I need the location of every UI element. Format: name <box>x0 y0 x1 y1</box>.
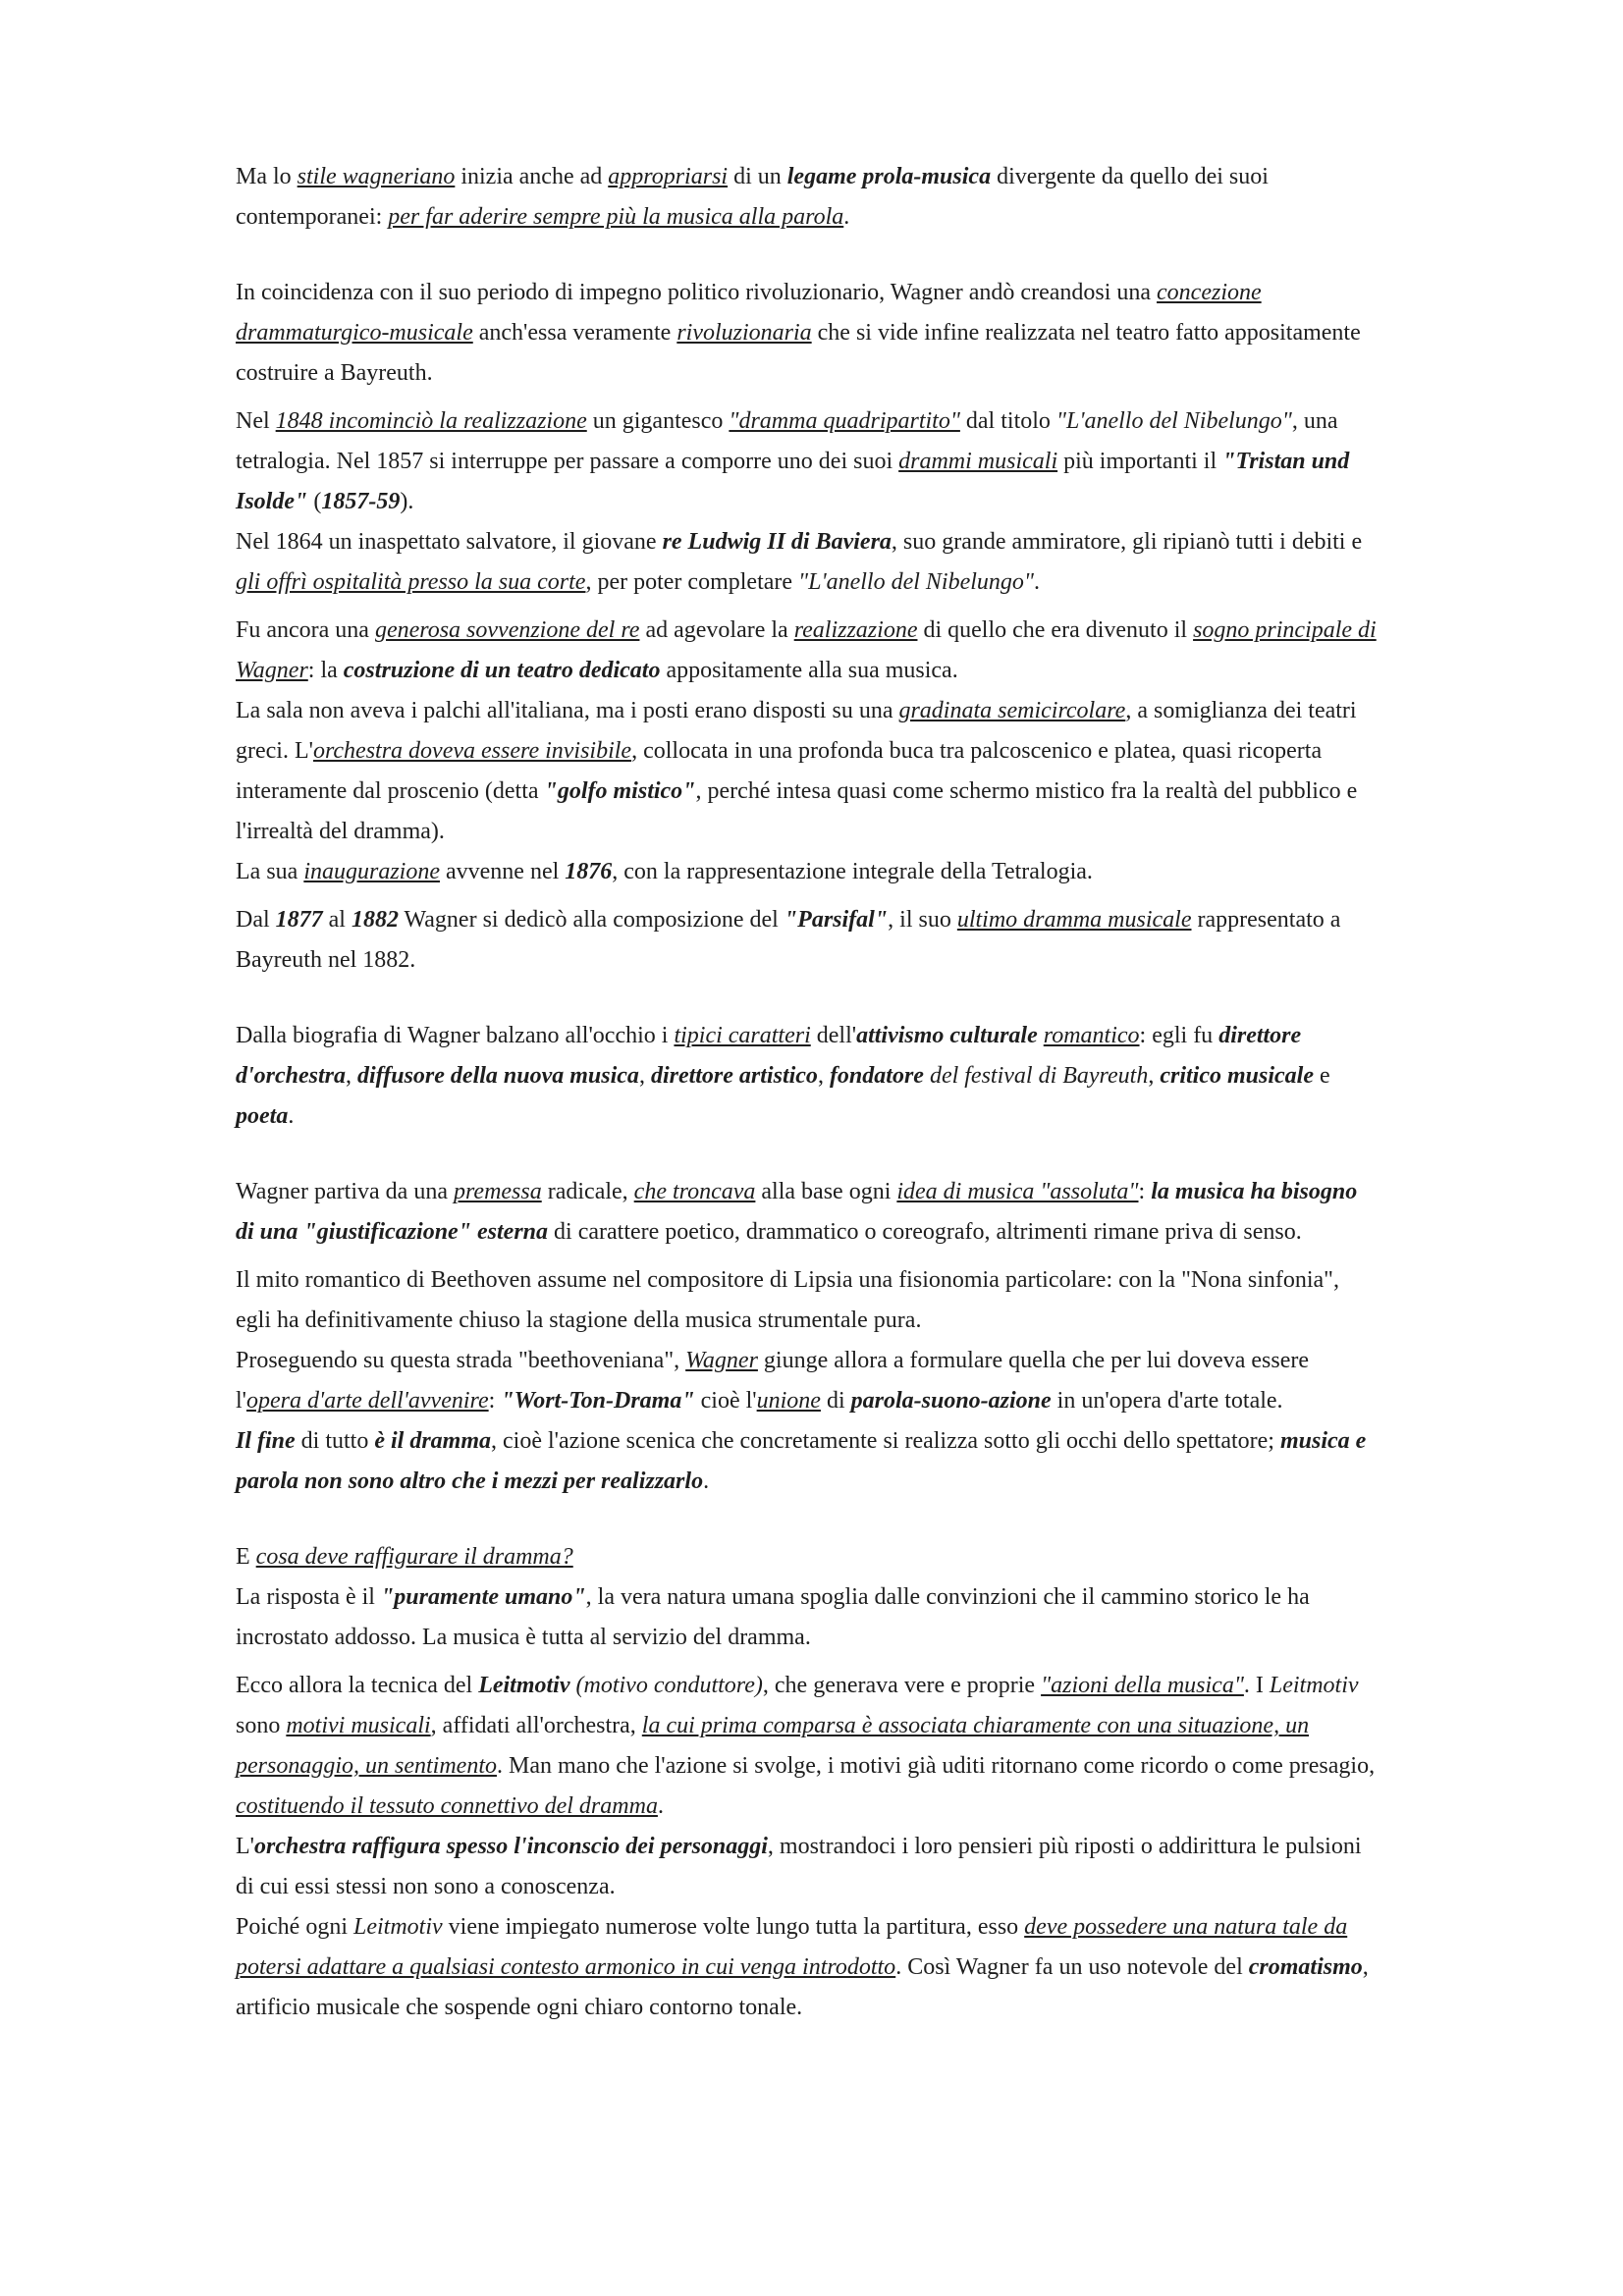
text-run: Dal <box>236 907 276 933</box>
text-run: In coincidenza con il suo periodo di impegno politico rivoluzionario, Wagner andò creandosi una <box>236 280 1158 305</box>
emphasis-text: orchestra doveva essere invisibile <box>312 738 632 764</box>
emphasis-text: romantico <box>1043 1023 1140 1048</box>
paragraph <box>236 1341 1378 1421</box>
emphasis-text: è il dramma <box>374 1428 492 1454</box>
text-run: appositamente alla sua musica. <box>660 658 958 683</box>
text-run: in un'opera d'arte totale. <box>1051 1388 1283 1414</box>
emphasis-text: drammi musicali <box>898 449 1058 474</box>
text-run: di tutto <box>295 1428 375 1454</box>
emphasis-text: (motivo conduttore) <box>575 1673 763 1698</box>
text-run: . I <box>1243 1673 1270 1698</box>
emphasis-text: poeta <box>236 1103 289 1129</box>
emphasis-text: "Tristan und Isolde" <box>236 449 1350 514</box>
emphasis-text: gradinata semicircolare <box>898 698 1126 723</box>
emphasis-text: 1877 <box>275 907 323 933</box>
text-run: giunge allora a formulare quella che per lui doveva essere l' <box>236 1348 1310 1414</box>
emphasis-text: cromatismo <box>1248 1954 1363 1980</box>
emphasis-text: direttore d'orchestra <box>236 1023 1302 1089</box>
text-run: , artificio musicale che sospende ogni chiaro contorno tonale. <box>236 1954 1369 2020</box>
emphasis-text: la cui prima comparsa è associata chiaramente con una situazione, un personaggio, un sentimento <box>236 1713 1310 1779</box>
text-run: Nel <box>236 408 276 434</box>
text-run: La sua <box>236 859 304 884</box>
paragraph <box>236 852 1378 892</box>
text-run: E <box>236 1544 256 1570</box>
emphasis-text: Wagner <box>685 1348 758 1373</box>
text-run: , collocata in una profonda buca tra palcoscenico e platea, quasi ricoperta interamente dal proscenio (detta <box>236 738 1323 804</box>
text-run: rappresentato a Bayreuth nel 1882. <box>236 907 1341 973</box>
text-run: Il mito romantico di Beethoven assume nel compositore di Lipsia una fisionomia particolare: con la "Nona sinfonia", egli ha definitivamente chiuso la stagione della musica strumentale pura. <box>236 1267 1339 1333</box>
text-run: di un <box>728 164 787 189</box>
emphasis-text: concezione drammaturgico-musicale <box>236 280 1262 346</box>
emphasis-text: Leitmotiv <box>353 1914 443 1940</box>
text-run: cioè l' <box>694 1388 757 1414</box>
emphasis-text: "golfo mistico" <box>544 778 696 804</box>
text-run: Ma lo <box>236 164 298 189</box>
paragraph <box>236 1537 1378 1577</box>
text-run: Fu ancora una <box>236 617 375 643</box>
emphasis-text: deve possedere una natura tale da potersi adattare a qualsiasi contesto armonico in cui venga introdotto <box>236 1914 1348 1980</box>
text-run: , affidati all'orchestra, <box>430 1713 642 1738</box>
emphasis-text: del festival di Bayreuth <box>929 1063 1149 1089</box>
text-run: più importanti il <box>1057 449 1223 474</box>
text-run: un gigantesco <box>586 408 730 434</box>
text-run: Wagner si dedicò alla composizione del <box>398 907 784 933</box>
text-run: . <box>703 1468 710 1494</box>
text-run: , a somiglianza dei teatri greci. L' <box>236 698 1357 764</box>
emphasis-text: 1882 <box>351 907 399 933</box>
text-run: ). <box>400 489 414 514</box>
text-run: di <box>820 1388 851 1414</box>
emphasis-text: premessa <box>453 1179 542 1204</box>
text-run: , che generava vere e proprie <box>762 1673 1042 1698</box>
emphasis-text: per far aderire sempre più la musica alla parola <box>388 204 844 230</box>
text-run: , con la rappresentazione integrale della Tetralogia. <box>612 859 1093 884</box>
text-run: sono <box>236 1713 287 1738</box>
emphasis-text: gli offrì ospitalità presso la sua corte <box>236 569 586 595</box>
text-run: ad agevolare la <box>639 617 794 643</box>
paragraph <box>236 1827 1378 1907</box>
emphasis-text: direttore artistico <box>650 1063 818 1089</box>
text-run: e <box>1313 1063 1330 1089</box>
text-run: inizia anche ad <box>455 164 609 189</box>
text-run: . <box>843 204 850 230</box>
text-run: , per poter completare <box>585 569 799 595</box>
text-run: , suo grande ammiratore, gli ripianò tutti i debiti e <box>891 529 1363 555</box>
text-run: dal titolo <box>959 408 1056 434</box>
emphasis-text: realizzazione <box>793 617 918 643</box>
emphasis-text: 1857-59 <box>321 489 401 514</box>
paragraph <box>236 157 1378 238</box>
text-run: . Così Wagner fa un uso notevole del <box>895 1954 1249 1980</box>
text-run: dell' <box>810 1023 857 1048</box>
paragraph <box>236 1577 1378 1658</box>
emphasis-text: la musica ha bisogno di una "giustificazione" esterna <box>236 1179 1358 1245</box>
text-run: , perché intesa quasi come schermo mistico fra la realtà del pubblico e l'irrealtà del dramma). <box>236 778 1358 844</box>
text-run: : egli fu <box>1139 1023 1219 1048</box>
emphasis-text: ultimo dramma musicale <box>956 907 1192 933</box>
text-run: , <box>817 1063 830 1089</box>
emphasis-text: "azioni della musica" <box>1041 1673 1244 1698</box>
text-run: , <box>638 1063 651 1089</box>
emphasis-text: critico musicale <box>1160 1063 1314 1089</box>
text-run: : la <box>307 658 344 683</box>
paragraph <box>236 522 1378 603</box>
emphasis-text: rivoluzionaria <box>676 320 812 346</box>
text-run: Ecco allora la tecnica del <box>236 1673 479 1698</box>
emphasis-text: idea di musica "assoluta" <box>896 1179 1139 1204</box>
emphasis-text: sogno principale di Wagner <box>236 617 1377 683</box>
emphasis-text: unione <box>756 1388 821 1414</box>
emphasis-text: Il fine <box>236 1428 296 1454</box>
text-run: . Man mano che l'azione si svolge, i motivi già uditi ritornano come ricordo o come presagio, <box>496 1753 1376 1779</box>
emphasis-text: "puramente umano" <box>380 1584 586 1610</box>
text-run: Poiché ogni <box>236 1914 353 1940</box>
text-run: La risposta è il <box>236 1584 381 1610</box>
emphasis-text: "Wort-Ton-Drama" <box>501 1388 695 1414</box>
paragraph <box>236 401 1378 522</box>
emphasis-text: orchestra raffigura spesso l'inconscio dei personaggi <box>253 1834 768 1859</box>
emphasis-text: costituendo il tessuto connettivo del dramma <box>236 1793 658 1819</box>
text-run: avvenne nel <box>439 859 566 884</box>
text-run: L' <box>236 1834 254 1859</box>
emphasis-text: tipici caratteri <box>674 1023 811 1048</box>
text-run: Nel 1864 un inaspettato salvatore, il giovane <box>236 529 663 555</box>
paragraph <box>236 1907 1378 2028</box>
paragraph <box>236 273 1378 394</box>
text-run: La sala non aveva i palchi all'italiana, ma i posti erano disposti su una <box>236 698 899 723</box>
emphasis-text: re Ludwig II di Baviera <box>662 529 892 555</box>
emphasis-text: appropriarsi <box>608 164 729 189</box>
text-run: . <box>288 1103 295 1129</box>
text-run: che si vide infine realizzata nel teatro fatto appositamente costruire a Bayreuth. <box>236 320 1361 386</box>
emphasis-text: che troncava <box>633 1179 756 1204</box>
paragraph <box>236 1666 1378 1827</box>
text-run: , cioè l'azione scenica che concretamente si realizza sotto gli occhi dello spettatore; <box>491 1428 1280 1454</box>
emphasis-text: musica e parola non sono altro che i mezzi per realizzarlo <box>236 1428 1367 1494</box>
paragraph <box>236 1421 1378 1502</box>
text-run: Dalla biografia di Wagner balzano all'occhio i <box>236 1023 675 1048</box>
text-run: : <box>488 1388 502 1414</box>
emphasis-text: stile wagneriano <box>297 164 456 189</box>
emphasis-text: Leitmotiv <box>1269 1673 1359 1698</box>
emphasis-text: generosa sovvenzione del re <box>374 617 640 643</box>
emphasis-text: diffusore della nuova musica <box>357 1063 639 1089</box>
text-run: , mostrandoci i loro pensieri più riposti o addirittura le pulsioni di cui essi stessi non sono a conoscenza. <box>236 1834 1362 1899</box>
text-run: viene impiegato numerose volte lungo tutta la partitura, esso <box>442 1914 1025 1940</box>
emphasis-text: opera d'arte dell'avvenire <box>246 1388 489 1414</box>
paragraph <box>236 900 1378 981</box>
emphasis-text: inaugurazione <box>303 859 440 884</box>
text-run: , <box>1148 1063 1161 1089</box>
emphasis-text: attivismo culturale <box>856 1023 1038 1048</box>
text-run: divergente da quello dei suoi contemporanei: <box>236 164 1269 230</box>
text-run: ( <box>307 489 322 514</box>
text-run: , una tetralogia. Nel 1857 si interruppe per passare a comporre uno dei suoi <box>236 408 1338 474</box>
text-run: Wagner partiva da una <box>236 1179 454 1204</box>
text-run: anch'essa veramente <box>472 320 677 346</box>
emphasis-text: motivi musicali <box>286 1713 431 1738</box>
emphasis-text: "L'anello del Nibelungo" <box>798 569 1034 595</box>
paragraph <box>236 1172 1378 1253</box>
emphasis-text: "L'anello del Nibelungo" <box>1055 408 1292 434</box>
emphasis-text: "dramma quadripartito" <box>729 408 960 434</box>
text-run: Proseguendo su questa strada "beethoveniana", <box>236 1348 686 1373</box>
paragraph <box>236 611 1378 691</box>
text-run: , il suo <box>888 907 957 933</box>
emphasis-text: cosa deve raffigurare il dramma? <box>255 1544 573 1570</box>
text-run: di quello che era divenuto il <box>917 617 1194 643</box>
text-run: di carattere poetico, drammatico o coreografo, altrimenti rimane priva di senso. <box>548 1219 1302 1245</box>
emphasis-text: 1876 <box>565 859 613 884</box>
text-run: radicale, <box>541 1179 634 1204</box>
paragraph <box>236 1260 1378 1341</box>
emphasis-text: fondatore <box>829 1063 924 1089</box>
emphasis-text: Leitmotiv <box>478 1673 570 1698</box>
text-run: . <box>657 1793 664 1819</box>
paragraph <box>236 691 1378 852</box>
emphasis-text: 1848 incominciò la realizzazione <box>275 408 587 434</box>
emphasis-text: legame prola-musica <box>786 164 992 189</box>
text-run: , <box>346 1063 358 1089</box>
paragraph <box>236 1016 1378 1137</box>
text-run: alla base ogni <box>755 1179 897 1204</box>
emphasis-text: costruzione di un teatro dedicato <box>343 658 661 683</box>
text-run: , la vera natura umana spoglia dalle convinzioni che il cammino storico le ha incrostato addosso. La musica è tutta al servizio del dramma. <box>236 1584 1310 1650</box>
emphasis-text: parola-suono-azione <box>850 1388 1052 1414</box>
text-run: . <box>1033 569 1040 595</box>
text-run: : <box>1138 1179 1152 1204</box>
emphasis-text: "Parsifal" <box>784 907 889 933</box>
text-run: al <box>322 907 352 933</box>
